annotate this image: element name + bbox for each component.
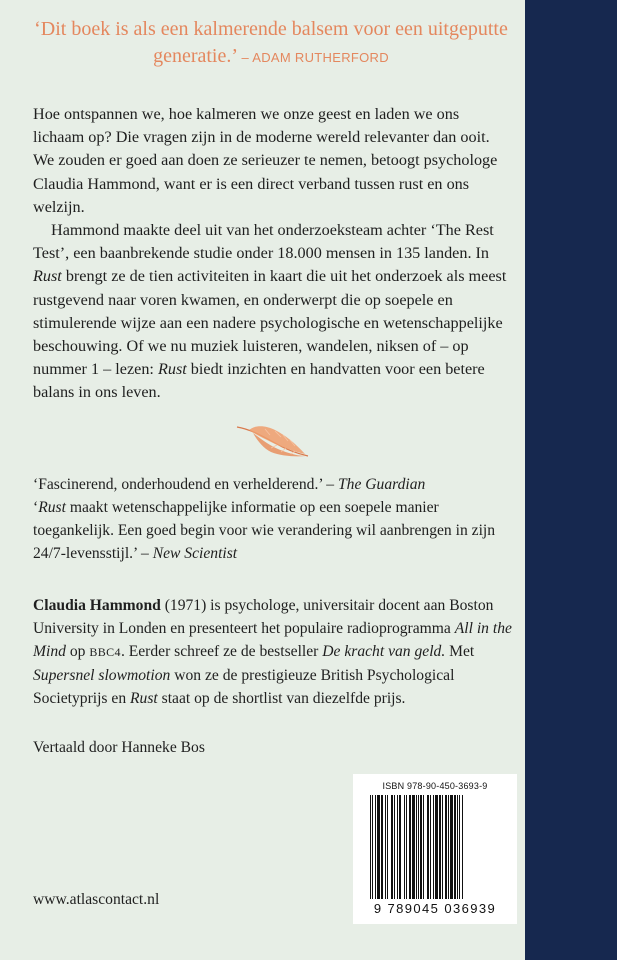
barcode-bar [397,795,398,899]
back-cover-text [33,16,513,759]
blurb-paragraph-2: Hammond maakte deel uit van het onderzoeksteam achter ‘The Rest Test’, een baanbrekende studie onder 18.000 mensen in 135 landen. In Rust brengt ze de tien activiteiten in kaart die uit het onderzoek als meest rustgevend naar voren kwamen, en onderwerpt die op soepele en stimulerende wijze aan een nadere psychologische en wetenschappelijke beschouwing. Of we nu muziek luisteren, wandelen, niksen of – op nummer 1 – lezen: Rust biedt inzichten en handvatten voor een betere balans in ons leven. [33,221,507,402]
reviews [33,473,513,565]
barcode-bar [448,795,449,899]
barcode-bar [454,795,456,899]
barcode-bar [377,795,380,899]
barcode-bar [406,795,407,899]
barcode-bar [412,795,415,899]
barcode-bar [399,795,401,899]
review-source: The Guardian [337,475,426,493]
author-name: Claudia Hammond [33,596,161,614]
review-2: ‘Rust maakt wetenschappelijke informatie op een soepele manier toegankelijk. Een goed begin voor wie verandering wil aanbrengen in zijn 24/7-levensstijl.’ – New Scientist [33,498,496,562]
top-quote-text: ‘Dit boek is als een kalmerende balsem voor een uitgeputte generatie.’ [34,18,508,67]
barcode-bar [420,795,422,899]
barcode-bar [430,795,431,899]
barcode-bar [445,795,447,899]
barcode-bar [459,795,460,899]
book-title: Rust [157,360,187,379]
spine-band [525,0,617,960]
barcode-bar [442,795,443,899]
isbn-digits: 9 789045 036939 [373,901,497,916]
barcode [353,774,517,924]
barcode-bar [450,795,453,899]
barcode-bar [404,795,405,899]
publisher-website[interactable]: www.atlascontact.nl [33,891,160,908]
barcode-bar [427,795,429,899]
book-title: Rust [33,267,62,286]
isbn-label: ISBN 978-90-450-3693-9 [382,781,488,791]
barcode-bar [375,795,376,899]
book-title: Rust [38,498,66,516]
barcode-bar [433,795,434,899]
barcode-bar [439,795,441,899]
author-bio: Claudia Hammond (1971) is psychologe, universitair docent aan Boston University in Londen en presenteert het populaire radioprogramma All in the Mind op BBC4. Eerder schreef ze de bestseller De kracht van geld. Met Supersnel slowmotion won ze de prestigieuze British Psychological Societyprijs en Rust staat op de shortlist van diezelfde prijs. [33,596,512,707]
barcode-bar [394,795,395,899]
top-quote [21,16,521,71]
top-quote-attribution: – ADAM RUTHERFORD [241,50,389,65]
barcode-bar [391,795,393,899]
review-source: New Scientist [152,544,238,562]
barcode-bars [370,795,500,899]
barcode-bar [372,795,373,899]
barcode-bar [462,795,463,899]
barcode-bar [416,795,417,899]
barcode-bar [457,795,458,899]
barcode-bar [381,795,383,899]
blurb-paragraph-1: Hoe ontspannen we, hoe kalmeren we onze geest en laden we ons lichaam op? Die vragen zijn in de moderne wereld relevanter dan ooit. We zouden er goed aan doen ze serieuzer te nemen, betoogt psychologe Claudia Hammond, want er is een direct verband tussen rust en ons welzijn. [33,105,498,216]
review-1: ‘Fascinerend, onderhoudend en verhelderend.’ – The Guardian [33,475,426,493]
feather-icon [235,421,311,461]
barcode-bar [423,795,424,899]
barcode-bar [387,795,388,899]
blurb [33,103,513,405]
barcode-bar [385,795,386,899]
barcode-bar [409,795,411,899]
barcode-bar [370,795,371,899]
barcode-bar [418,795,419,899]
barcode-bar [435,795,438,899]
translator-credit: Vertaald door Hanneke Bos [33,738,205,756]
